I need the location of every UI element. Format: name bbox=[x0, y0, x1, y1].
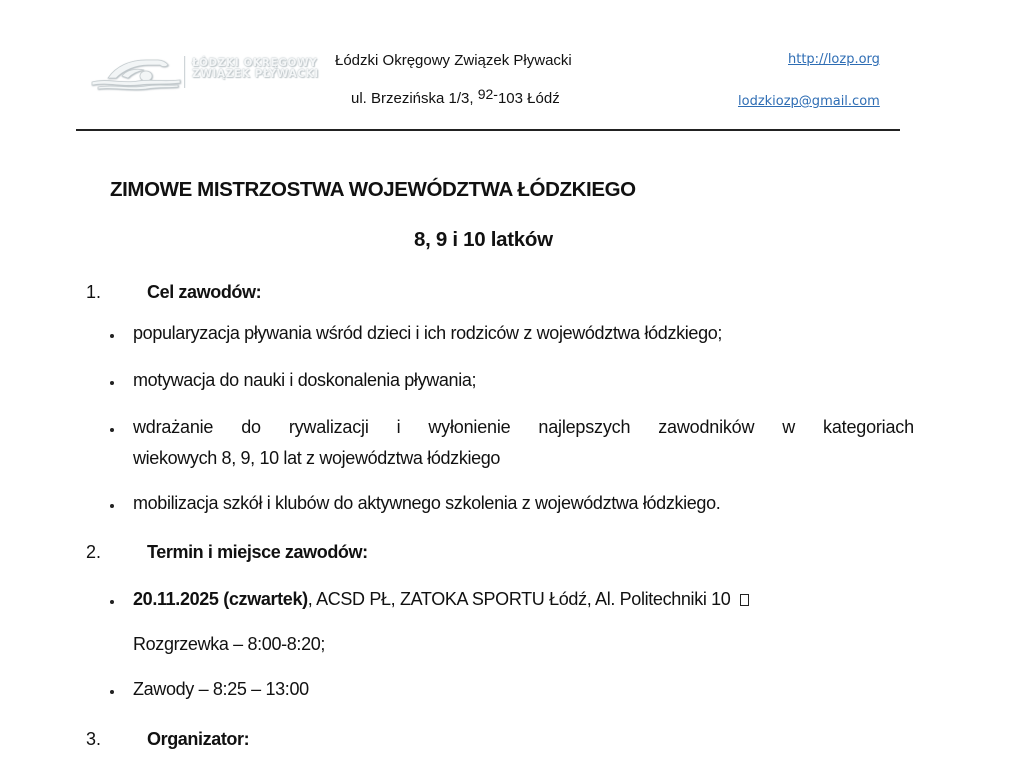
event-venue: , ACSD PŁ, ZATOKA SPORTU Łódź, Al. Politechniki 10 bbox=[307, 589, 731, 609]
header-divider bbox=[76, 129, 900, 131]
list-item-continuation: wiekowych 8, 9, 10 lat z województwa łódzkiego bbox=[133, 448, 501, 468]
bullet-icon bbox=[110, 428, 116, 434]
section-3-heading: Organizator: bbox=[147, 729, 250, 749]
bullet-icon bbox=[110, 504, 116, 510]
bullet-icon bbox=[110, 600, 116, 606]
logo-text-line1: ŁÓDZKI OKRĘGOWY bbox=[192, 57, 318, 69]
document-title: ZIMOWE MISTRZOSTWA WOJEWÓDZTWA ŁÓDZKIEGO bbox=[110, 178, 636, 201]
section-3-number: 3. bbox=[86, 729, 102, 749]
section-1-number: 1. bbox=[86, 282, 102, 302]
list-item-date-venue bbox=[133, 589, 914, 610]
bullet-icon bbox=[110, 334, 116, 340]
website-link[interactable]: http://lozp.org bbox=[788, 52, 880, 67]
logo-text-line2: ZWIĄZEK PŁYWACKI bbox=[192, 68, 319, 80]
list-item: Zawody – 8:25 – 13:00 bbox=[133, 679, 309, 699]
organization-name: Łódzki Okręgowy Związek Pływacki bbox=[335, 52, 572, 69]
bullet-icon bbox=[110, 690, 116, 696]
event-date: 20.11.2025 (czwartek) bbox=[133, 589, 308, 609]
list-item: mobilizacja szkół i klubów do aktywnego szkolenia z województwa łódzkiego. bbox=[133, 493, 721, 513]
list-item: popularyzacja pływania wśród dzieci i ich rodziców z województwa łódzkiego; bbox=[133, 323, 723, 343]
logo-text bbox=[192, 58, 319, 80]
list-item: motywacja do nauki i doskonalenia pływania; bbox=[133, 370, 477, 390]
address-street: ul. Brzezińska 1/3, bbox=[351, 90, 474, 107]
bullet-icon bbox=[110, 381, 116, 387]
missing-glyph-box-icon bbox=[740, 594, 749, 606]
list-item-continuation: Rozgrzewka – 8:00-8:20; bbox=[133, 634, 326, 654]
section-2-number: 2. bbox=[86, 542, 102, 562]
address-postal-prefix: 92- bbox=[477, 86, 498, 102]
logo-divider bbox=[184, 56, 185, 88]
list-item-justified: wdrażanie do rywalizacji i wyłonienie najlepszych zawodników w kategoriach bbox=[133, 417, 914, 437]
email-link[interactable]: lodzkiozp@gmail.com bbox=[738, 94, 880, 109]
organization-address bbox=[351, 86, 560, 107]
address-city: 103 Łódź bbox=[497, 90, 560, 107]
section-2-heading: Termin i miejsce zawodów: bbox=[147, 542, 368, 562]
section-1-heading: Cel zawodów: bbox=[147, 282, 262, 302]
swimmer-logo-icon bbox=[88, 52, 184, 92]
document-subtitle: 8, 9 i 10 latków bbox=[414, 228, 553, 251]
